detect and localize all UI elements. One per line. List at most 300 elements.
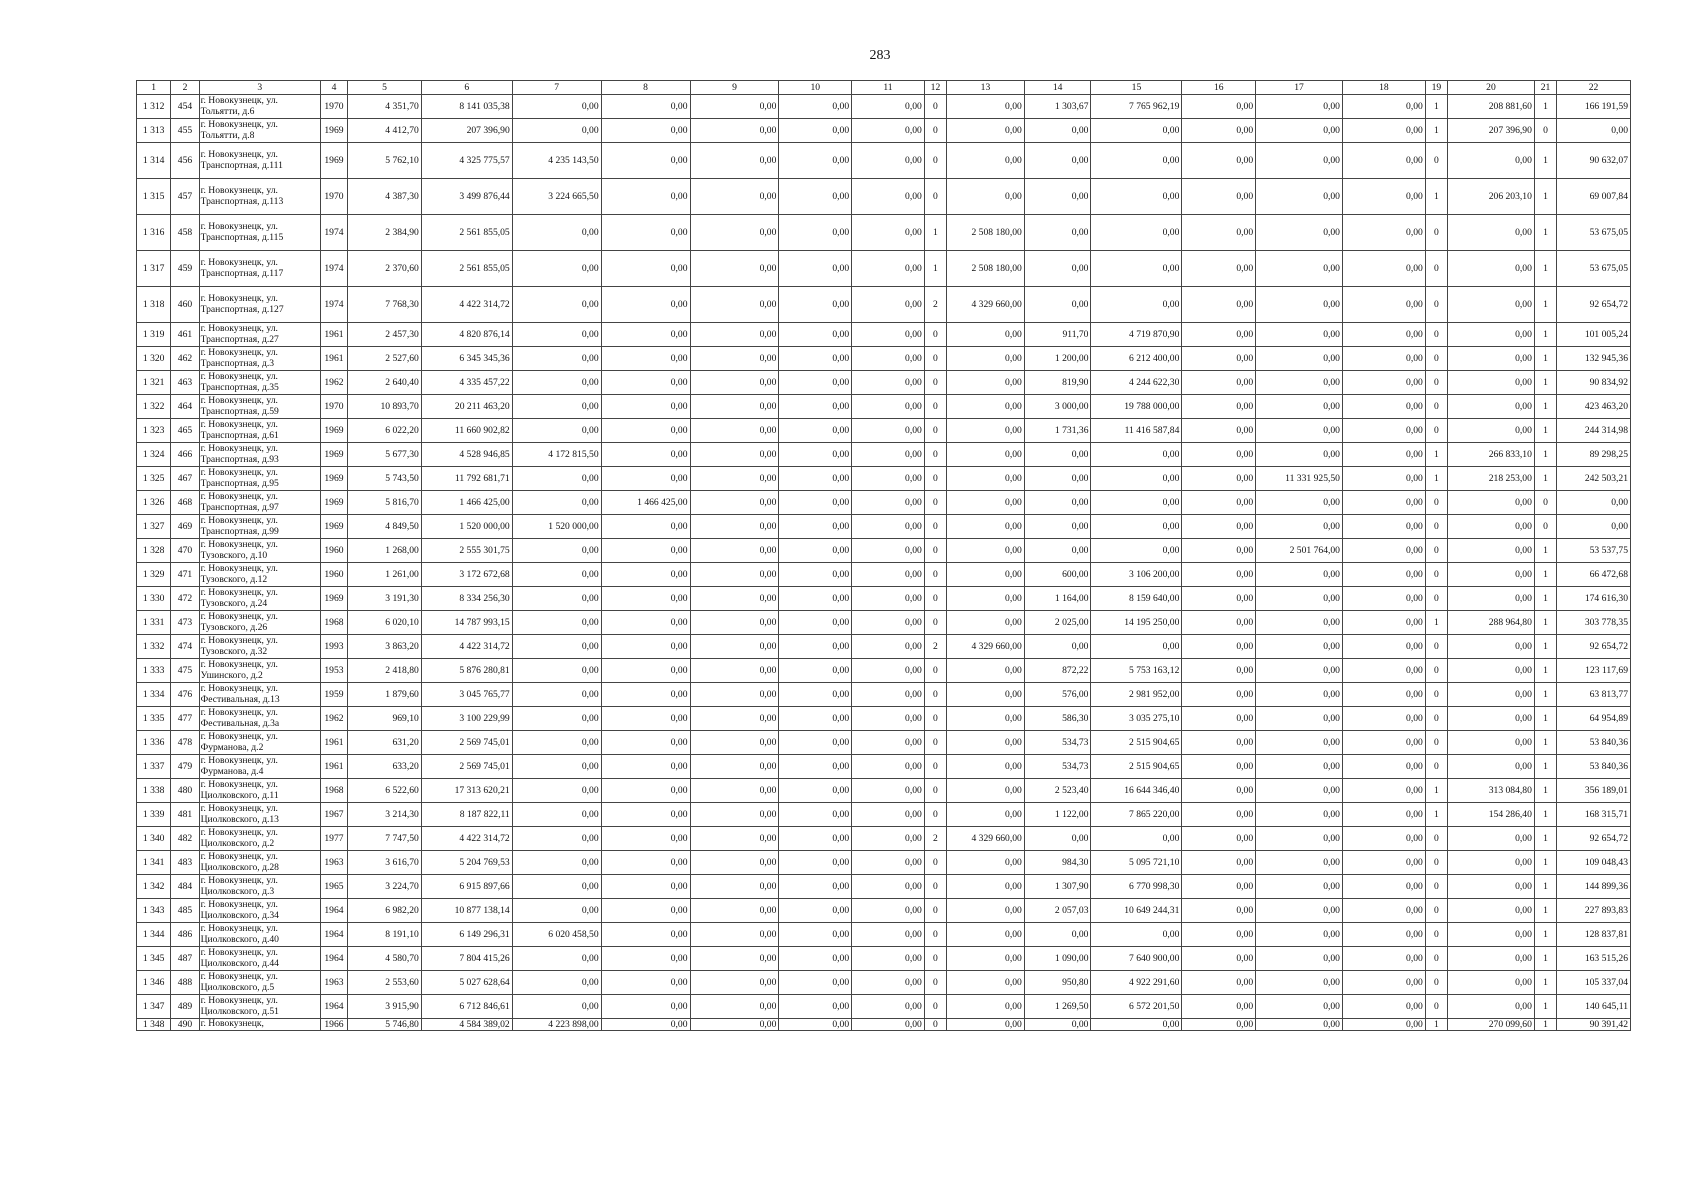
- table-cell: 0,00: [1182, 779, 1256, 803]
- table-cell: 0,00: [852, 899, 925, 923]
- table-cell: 0,00: [1448, 635, 1535, 659]
- table-cell: 1: [1534, 1019, 1556, 1031]
- address-cell: г. Новокузнецк, ул. Транспортная, д.111: [199, 143, 320, 179]
- table-cell: 1: [1534, 467, 1556, 491]
- table-cell: 303 778,35: [1557, 611, 1631, 635]
- table-row: [137, 731, 1631, 755]
- table-cell: 0,00: [1256, 491, 1343, 515]
- table-cell: 3 224,70: [348, 875, 422, 899]
- table-cell: 0: [1425, 347, 1447, 371]
- table-cell: 1: [1534, 395, 1556, 419]
- table-cell: 0,00: [1182, 899, 1256, 923]
- table-cell: 1: [1534, 287, 1556, 323]
- table-cell: 0: [924, 707, 946, 731]
- table-cell: 1974: [320, 287, 347, 323]
- table-cell: 0,00: [690, 947, 779, 971]
- table-cell: 7 640 900,00: [1091, 947, 1182, 971]
- table-cell: 0,00: [690, 971, 779, 995]
- table-cell: 0,00: [601, 923, 690, 947]
- table-cell: 0,00: [690, 95, 779, 119]
- table-cell: 4 412,70: [348, 119, 422, 143]
- table-cell: 0,00: [852, 707, 925, 731]
- address-cell: г. Новокузнецк, ул. Транспортная, д.127: [199, 287, 320, 323]
- table-cell: 0,00: [512, 251, 601, 287]
- table-cell: 0,00: [1182, 287, 1256, 323]
- table-cell: 0,00: [1256, 395, 1343, 419]
- table-cell: 0,00: [779, 515, 852, 539]
- table-cell: 0,00: [1342, 947, 1425, 971]
- table-row: [137, 851, 1631, 875]
- table-cell: 6 345 345,36: [421, 347, 512, 371]
- table-cell: 0,00: [1342, 995, 1425, 1019]
- table-cell: 6 915 897,66: [421, 875, 512, 899]
- table-cell: 0: [1425, 899, 1447, 923]
- table-cell: 0,00: [512, 467, 601, 491]
- table-cell: 0,00: [690, 287, 779, 323]
- register-table: [136, 80, 1631, 1031]
- table-cell: 2 501 764,00: [1256, 539, 1343, 563]
- table-cell: 4 528 946,85: [421, 443, 512, 467]
- table-cell: 476: [171, 683, 199, 707]
- table-row: [137, 443, 1631, 467]
- table-cell: 576,00: [1024, 683, 1091, 707]
- table-cell: 0,00: [601, 827, 690, 851]
- table-row: [137, 587, 1631, 611]
- table-cell: 0,00: [947, 587, 1025, 611]
- table-cell: 1969: [320, 443, 347, 467]
- table-cell: 0,00: [512, 215, 601, 251]
- table-cell: 1970: [320, 395, 347, 419]
- table-row: [137, 323, 1631, 347]
- table-cell: 0,00: [1342, 347, 1425, 371]
- table-cell: 0,00: [601, 659, 690, 683]
- column-header: 5: [348, 81, 422, 95]
- table-cell: 0,00: [1182, 215, 1256, 251]
- table-cell: 0,00: [690, 323, 779, 347]
- address-cell: г. Новокузнецк, ул. Транспортная, д.97: [199, 491, 320, 515]
- table-cell: 0,00: [601, 779, 690, 803]
- table-cell: 0,00: [1182, 395, 1256, 419]
- table-cell: 0,00: [601, 539, 690, 563]
- table-cell: 1: [1534, 419, 1556, 443]
- address-cell: г. Новокузнецк, ул. Тузовского, д.26: [199, 611, 320, 635]
- table-cell: 0,00: [1557, 119, 1631, 143]
- table-cell: 4 580,70: [348, 947, 422, 971]
- table-cell: 0,00: [1024, 923, 1091, 947]
- table-cell: 4 329 660,00: [947, 635, 1025, 659]
- table-cell: 0,00: [1024, 119, 1091, 143]
- table-cell: 0,00: [690, 215, 779, 251]
- table-cell: 0,00: [1342, 323, 1425, 347]
- table-cell: 487: [171, 947, 199, 971]
- table-cell: 1: [1534, 215, 1556, 251]
- header-row: [137, 81, 1631, 95]
- table-cell: 1 307,90: [1024, 875, 1091, 899]
- table-cell: 53 675,05: [1557, 251, 1631, 287]
- table-row: [137, 779, 1631, 803]
- table-cell: 0,00: [1448, 563, 1535, 587]
- table-cell: 0: [1425, 587, 1447, 611]
- table-cell: 0,00: [1182, 119, 1256, 143]
- address-cell: г. Новокузнецк, ул. Фурманова, д.4: [199, 755, 320, 779]
- column-header: 6: [421, 81, 512, 95]
- table-cell: 0: [924, 587, 946, 611]
- table-cell: 0,00: [690, 635, 779, 659]
- table-cell: 1: [1534, 803, 1556, 827]
- table-cell: 0: [924, 323, 946, 347]
- address-cell: г. Новокузнецк, ул. Циолковского, д.28: [199, 851, 320, 875]
- table-cell: 1: [1534, 947, 1556, 971]
- table-cell: 0,00: [1342, 251, 1425, 287]
- table-cell: 1964: [320, 923, 347, 947]
- table-cell: 633,20: [348, 755, 422, 779]
- table-row: [137, 419, 1631, 443]
- table-cell: 0,00: [779, 371, 852, 395]
- table-cell: 0,00: [1182, 731, 1256, 755]
- table-cell: 534,73: [1024, 755, 1091, 779]
- table-cell: 0,00: [852, 287, 925, 323]
- table-cell: 0,00: [947, 779, 1025, 803]
- table-cell: 0,00: [852, 971, 925, 995]
- table-cell: 1 343: [137, 899, 171, 923]
- table-cell: 0,00: [512, 851, 601, 875]
- table-cell: 1970: [320, 179, 347, 215]
- table-cell: 20 211 463,20: [421, 395, 512, 419]
- table-cell: 0,00: [1182, 827, 1256, 851]
- address-cell: г. Новокузнецк, ул. Тузовского, д.12: [199, 563, 320, 587]
- table-cell: 1: [1425, 119, 1447, 143]
- table-cell: 0,00: [512, 323, 601, 347]
- table-cell: 0,00: [1256, 635, 1343, 659]
- table-cell: 0,00: [1256, 779, 1343, 803]
- table-cell: 11 792 681,71: [421, 467, 512, 491]
- table-cell: 0: [1425, 683, 1447, 707]
- table-cell: 0,00: [1024, 539, 1091, 563]
- table-cell: 0,00: [1448, 683, 1535, 707]
- table-cell: 0,00: [779, 143, 852, 179]
- table-cell: 0,00: [1342, 467, 1425, 491]
- table-cell: 0: [1425, 635, 1447, 659]
- table-cell: 1967: [320, 803, 347, 827]
- table-cell: 2 569 745,01: [421, 731, 512, 755]
- table-cell: 1: [1534, 827, 1556, 851]
- table-cell: 0,00: [779, 395, 852, 419]
- table-cell: 218 253,00: [1448, 467, 1535, 491]
- table-cell: 0,00: [852, 755, 925, 779]
- table-cell: 0,00: [947, 539, 1025, 563]
- table-row: [137, 875, 1631, 899]
- table-cell: 0,00: [601, 611, 690, 635]
- table-cell: 0,00: [512, 95, 601, 119]
- table-cell: 1953: [320, 659, 347, 683]
- table-cell: 0,00: [512, 539, 601, 563]
- table-cell: 0,00: [1182, 995, 1256, 1019]
- table-cell: 0,00: [852, 683, 925, 707]
- table-cell: 1 731,36: [1024, 419, 1091, 443]
- table-cell: 0,00: [852, 143, 925, 179]
- table-cell: 911,70: [1024, 323, 1091, 347]
- table-cell: 0,00: [779, 755, 852, 779]
- table-cell: 6 149 296,31: [421, 923, 512, 947]
- table-cell: 477: [171, 707, 199, 731]
- table-row: [137, 923, 1631, 947]
- table-cell: 11 660 902,82: [421, 419, 512, 443]
- table-cell: 0,00: [1182, 659, 1256, 683]
- table-cell: 0,00: [1256, 707, 1343, 731]
- table-cell: 0,00: [852, 995, 925, 1019]
- table-cell: 0,00: [690, 563, 779, 587]
- table-cell: 11 416 587,84: [1091, 419, 1182, 443]
- table-cell: 0,00: [690, 923, 779, 947]
- table-cell: 8 187 822,11: [421, 803, 512, 827]
- table-cell: 0,00: [779, 803, 852, 827]
- table-cell: 1: [924, 215, 946, 251]
- table-cell: 0,00: [779, 923, 852, 947]
- table-cell: 0,00: [779, 119, 852, 143]
- table-cell: 0: [924, 923, 946, 947]
- column-header: 21: [1534, 81, 1556, 95]
- address-cell: г. Новокузнецк, ул. Тузовского, д.24: [199, 587, 320, 611]
- table-cell: 140 645,11: [1557, 995, 1631, 1019]
- table-cell: 0,00: [947, 707, 1025, 731]
- table-cell: 984,30: [1024, 851, 1091, 875]
- address-cell: г. Новокузнецк, ул. Ушинского, д.2: [199, 659, 320, 683]
- table-cell: 4 329 660,00: [947, 287, 1025, 323]
- table-cell: 1 313: [137, 119, 171, 143]
- table-cell: 0,00: [1256, 563, 1343, 587]
- table-cell: 459: [171, 251, 199, 287]
- table-cell: 0,00: [947, 899, 1025, 923]
- table-cell: 631,20: [348, 731, 422, 755]
- table-cell: 0,00: [1448, 251, 1535, 287]
- table-cell: 0,00: [601, 323, 690, 347]
- table-cell: 0,00: [1448, 971, 1535, 995]
- table-cell: 53 840,36: [1557, 755, 1631, 779]
- table-cell: 0,00: [601, 587, 690, 611]
- table-cell: 0,00: [1448, 851, 1535, 875]
- table-cell: 0,00: [1256, 971, 1343, 995]
- table-cell: 4 422 314,72: [421, 635, 512, 659]
- table-cell: 462: [171, 347, 199, 371]
- table-cell: 0: [924, 491, 946, 515]
- table-cell: 0,00: [690, 707, 779, 731]
- table-cell: 207 396,90: [1448, 119, 1535, 143]
- column-header: 12: [924, 81, 946, 95]
- table-cell: 0,00: [601, 803, 690, 827]
- table-cell: 0,00: [1182, 803, 1256, 827]
- table-cell: 0,00: [1256, 923, 1343, 947]
- table-cell: 0,00: [690, 419, 779, 443]
- table-cell: 1969: [320, 515, 347, 539]
- table-cell: 10 893,70: [348, 395, 422, 419]
- table-cell: 0,00: [779, 491, 852, 515]
- table-cell: 0,00: [779, 995, 852, 1019]
- table-cell: 1 342: [137, 875, 171, 899]
- address-cell: г. Новокузнецк, ул. Транспортная, д.35: [199, 371, 320, 395]
- table-cell: 5 204 769,53: [421, 851, 512, 875]
- table-cell: 3 035 275,10: [1091, 707, 1182, 731]
- table-cell: 0,00: [1024, 827, 1091, 851]
- table-cell: 0: [1425, 755, 1447, 779]
- address-cell: г. Новокузнецк, ул. Транспортная, д.27: [199, 323, 320, 347]
- table-cell: 0,00: [947, 971, 1025, 995]
- table-cell: 0,00: [1448, 731, 1535, 755]
- table-cell: 0,00: [1182, 95, 1256, 119]
- table-cell: 1 327: [137, 515, 171, 539]
- table-cell: 0,00: [512, 971, 601, 995]
- table-cell: 0,00: [1091, 119, 1182, 143]
- table-cell: 461: [171, 323, 199, 347]
- table-cell: 0: [924, 347, 946, 371]
- table-cell: 1 345: [137, 947, 171, 971]
- table-cell: 469: [171, 515, 199, 539]
- table-cell: 0,00: [601, 971, 690, 995]
- table-cell: 4 584 389,02: [421, 1019, 512, 1031]
- table-cell: 0: [924, 947, 946, 971]
- table-cell: 0,00: [690, 1019, 779, 1031]
- table-cell: 471: [171, 563, 199, 587]
- table-cell: 0,00: [779, 347, 852, 371]
- table-cell: 1 466 425,00: [421, 491, 512, 515]
- table-cell: 16 644 346,40: [1091, 779, 1182, 803]
- table-cell: 0,00: [1342, 395, 1425, 419]
- table-cell: 0,00: [1342, 419, 1425, 443]
- table-cell: 0: [1425, 491, 1447, 515]
- table-cell: 1968: [320, 611, 347, 635]
- address-cell: г. Новокузнецк, ул. Транспортная, д.113: [199, 179, 320, 215]
- table-cell: 0,00: [947, 515, 1025, 539]
- table-cell: 0,00: [779, 287, 852, 323]
- table-cell: 0,00: [1256, 683, 1343, 707]
- table-cell: 128 837,81: [1557, 923, 1631, 947]
- table-cell: 0,00: [947, 995, 1025, 1019]
- table-cell: 6 770 998,30: [1091, 875, 1182, 899]
- table-cell: 4 235 143,50: [512, 143, 601, 179]
- table-cell: 0,00: [852, 119, 925, 143]
- table-cell: 0,00: [1342, 95, 1425, 119]
- table-cell: 0,00: [852, 323, 925, 347]
- table-cell: 0,00: [1557, 491, 1631, 515]
- table-row: [137, 515, 1631, 539]
- table-cell: 1965: [320, 875, 347, 899]
- table-cell: 0,00: [690, 119, 779, 143]
- table-cell: 0,00: [1342, 731, 1425, 755]
- table-cell: 0,00: [690, 539, 779, 563]
- table-cell: 1: [1534, 611, 1556, 635]
- table-cell: 1966: [320, 1019, 347, 1031]
- table-cell: 0: [1425, 287, 1447, 323]
- address-cell: г. Новокузнецк, ул. Циолковского, д.11: [199, 779, 320, 803]
- table-cell: 0,00: [779, 875, 852, 899]
- table-cell: 0,00: [852, 851, 925, 875]
- table-cell: 0,00: [1182, 323, 1256, 347]
- table-cell: 2 418,80: [348, 659, 422, 683]
- table-cell: 1964: [320, 995, 347, 1019]
- table-cell: 0,00: [1256, 515, 1343, 539]
- table-cell: 1969: [320, 119, 347, 143]
- table-cell: 1: [1425, 803, 1447, 827]
- table-cell: 0,00: [1024, 179, 1091, 215]
- column-header: 10: [779, 81, 852, 95]
- table-cell: 2 384,90: [348, 215, 422, 251]
- table-cell: 0,00: [1182, 851, 1256, 875]
- table-cell: 0,00: [1256, 947, 1343, 971]
- table-cell: 3 191,30: [348, 587, 422, 611]
- table-cell: 0,00: [1024, 443, 1091, 467]
- table-cell: 1: [1534, 95, 1556, 119]
- table-cell: 0,00: [1256, 323, 1343, 347]
- table-cell: 0,00: [601, 347, 690, 371]
- table-cell: 132 945,36: [1557, 347, 1631, 371]
- table-row: [137, 659, 1631, 683]
- table-cell: 5 677,30: [348, 443, 422, 467]
- table-cell: 0,00: [947, 467, 1025, 491]
- table-cell: 0,00: [779, 443, 852, 467]
- address-cell: г. Новокузнецк, ул. Фестивальная, д.3а: [199, 707, 320, 731]
- table-cell: 0,00: [1256, 899, 1343, 923]
- table-cell: 1974: [320, 251, 347, 287]
- table-cell: 5 027 628,64: [421, 971, 512, 995]
- table-cell: 2 057,03: [1024, 899, 1091, 923]
- table-cell: 0,00: [852, 467, 925, 491]
- table-cell: 0,00: [1342, 899, 1425, 923]
- table-cell: 0,00: [1448, 419, 1535, 443]
- address-cell: г. Новокузнецк, ул. Транспортная, д.99: [199, 515, 320, 539]
- table-cell: 455: [171, 119, 199, 143]
- table-cell: 0,00: [852, 659, 925, 683]
- table-cell: 5 746,80: [348, 1019, 422, 1031]
- address-cell: г. Новокузнецк, ул. Циолковского, д.5: [199, 971, 320, 995]
- table-cell: 0,00: [779, 1019, 852, 1031]
- table-cell: 270 099,60: [1448, 1019, 1535, 1031]
- address-cell: г. Новокузнецк,: [199, 1019, 320, 1031]
- table-cell: 0: [924, 971, 946, 995]
- address-cell: г. Новокузнецк, ул. Тузовского, д.10: [199, 539, 320, 563]
- table-cell: 0: [924, 179, 946, 215]
- table-cell: 0,00: [1182, 467, 1256, 491]
- table-cell: 0,00: [1256, 371, 1343, 395]
- table-cell: 2 569 745,01: [421, 755, 512, 779]
- table-cell: 2: [924, 635, 946, 659]
- table-row: [137, 755, 1631, 779]
- table-cell: 1 340: [137, 827, 171, 851]
- table-cell: 1: [1534, 995, 1556, 1019]
- address-cell: г. Новокузнецк, ул. Тольятти, д.8: [199, 119, 320, 143]
- table-cell: 0,00: [852, 95, 925, 119]
- table-cell: 168 315,71: [1557, 803, 1631, 827]
- table-cell: 1 164,00: [1024, 587, 1091, 611]
- table-cell: 0,00: [1182, 683, 1256, 707]
- table-cell: 0: [924, 443, 946, 467]
- table-cell: 0,00: [1256, 851, 1343, 875]
- table-row: [137, 467, 1631, 491]
- table-cell: 0,00: [1342, 1019, 1425, 1031]
- table-cell: 1977: [320, 827, 347, 851]
- table-cell: 0,00: [947, 347, 1025, 371]
- table-cell: 0,00: [779, 659, 852, 683]
- table-cell: 819,90: [1024, 371, 1091, 395]
- table-cell: 0,00: [1182, 1019, 1256, 1031]
- table-cell: 0,00: [601, 287, 690, 323]
- table-cell: 7 865 220,00: [1091, 803, 1182, 827]
- table-cell: 1 337: [137, 755, 171, 779]
- table-cell: 2 508 180,00: [947, 251, 1025, 287]
- table-row: [137, 491, 1631, 515]
- table-row: [137, 803, 1631, 827]
- table-cell: 0,00: [1091, 539, 1182, 563]
- table-cell: 0,00: [1091, 491, 1182, 515]
- table-cell: 484: [171, 875, 199, 899]
